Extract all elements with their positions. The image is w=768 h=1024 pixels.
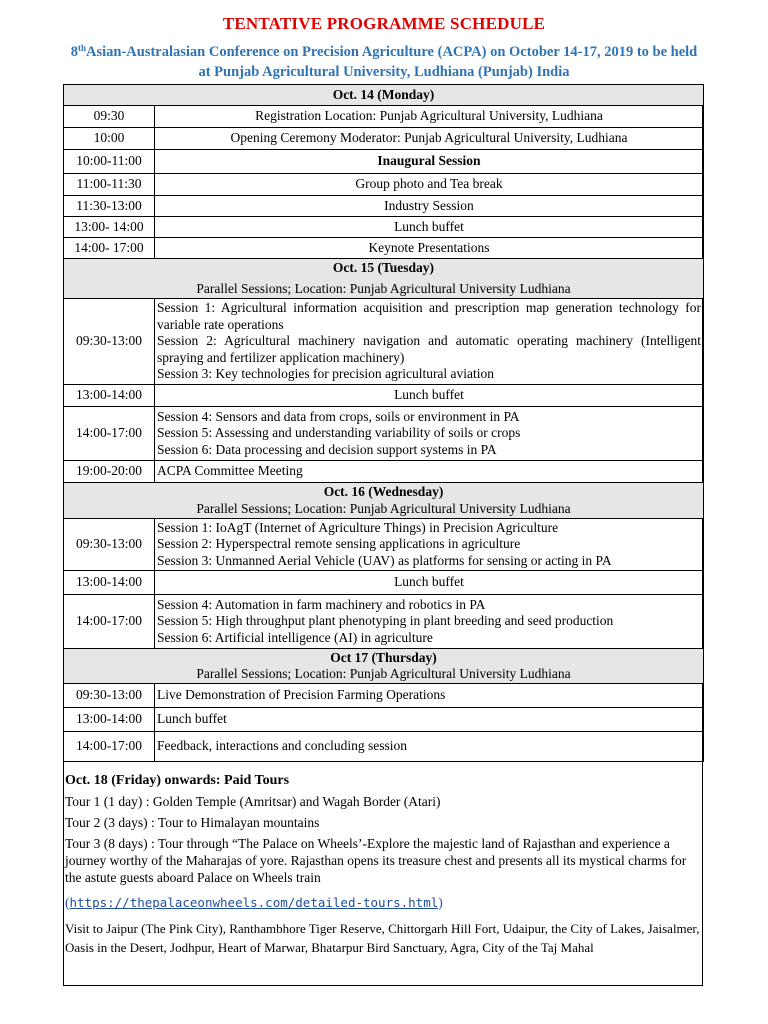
subtitle-superscript: th <box>77 43 86 53</box>
time-cell: 09:30-13:00 <box>64 684 155 708</box>
parallel-sessions-note: Parallel Sessions; Location: Punjab Agricultural University Ludhiana <box>196 666 571 681</box>
link-paren-open: ( <box>65 895 70 910</box>
event-cell: Registration Location: Punjab Agricultural University, Ludhiana <box>155 106 704 128</box>
subtitle-line-1: Asian-Australasian Conference on Precision Agriculture (ACPA) on October 14-17, 2019 to be held <box>86 44 698 60</box>
time-cell: 10:00-11:00 <box>64 150 155 174</box>
session-item: Session 5: Assessing and understanding variability of soils or crops <box>157 425 521 441</box>
table-row <box>64 217 704 238</box>
table-row <box>64 571 704 595</box>
table-row <box>64 150 704 174</box>
event-cell: Opening Ceremony Moderator: Punjab Agricultural University, Ludhiana <box>155 128 704 150</box>
day-heading-row <box>64 483 704 519</box>
tour-visit-description: Visit to Jaipur (The Pink City), Ranthambhore Tiger Reserve, Chittorgarh Hill Fort, Udaipur, the City of Lakes, Jaisalmer, Oasis in the Desert, Jodhpur, Heart of Marwar, Bhatarpur Bird Sanctuary, Agra, City of the Taj Mahal <box>65 921 700 955</box>
time-cell: 13:00-14:00 <box>64 708 155 732</box>
sessions-cell <box>155 519 704 571</box>
day-heading-row <box>64 85 704 106</box>
parallel-sessions-note: Parallel Sessions; Location: Punjab Agricultural University Ludhiana <box>196 500 571 516</box>
time-cell: 14:00-17:00 <box>64 595 155 649</box>
time-cell: 14:00-17:00 <box>64 732 155 762</box>
event-cell: Lunch buffet <box>155 385 704 407</box>
session-item: Session 1: IoAgT (Internet of Agriculture Things) in Precision Agriculture <box>157 519 559 535</box>
event-cell: Feedback, interactions and concluding session <box>155 732 704 762</box>
event-cell: Keynote Presentations <box>155 238 704 259</box>
time-cell: 14:00-17:00 <box>64 407 155 461</box>
table-row <box>64 708 704 732</box>
day-heading: Oct. 15 (Tuesday) <box>332 260 435 275</box>
table-row <box>64 385 704 407</box>
sessions-cell <box>155 595 704 649</box>
day-heading-cell <box>64 649 704 684</box>
tour-item: Tour 3 (8 days) : Tour through “The Palace on Wheels’-Explore the majestic land of Rajasthan and experience a journey worthy of the Maharajas of yore. Rajasthan opens its treasure chest and presents all its mystical charms for the astute guests aboard Palace on Wheels train <box>65 836 687 885</box>
table-row <box>64 128 704 150</box>
table-row <box>64 196 704 217</box>
sessions-cell <box>155 299 704 385</box>
time-cell: 13:00- 14:00 <box>64 217 155 238</box>
event-cell: Live Demonstration of Precision Farming Operations <box>155 684 704 708</box>
event-cell: Industry Session <box>155 196 704 217</box>
table-row <box>64 299 704 385</box>
time-cell: 19:00-20:00 <box>64 461 155 483</box>
table-row <box>64 174 704 196</box>
subtitle-line-2: at Punjab Agricultural University, Ludhiana (Punjab) India <box>198 64 570 80</box>
session-item: Session 3: Key technologies for precision agricultural aviation <box>157 366 495 382</box>
day-heading-row <box>64 649 704 684</box>
event-cell: ACPA Committee Meeting <box>155 461 704 483</box>
tours-heading: Oct. 18 (Friday) onwards: Paid Tours <box>65 773 290 788</box>
session-item: Session 4: Sensors and data from crops, soils or environment in PA <box>157 408 520 424</box>
session-item: Session 2: Agricultural machinery navigation and automatic operating machinery (Intelligent spraying and fertilizer application machinery) <box>157 333 701 365</box>
day-heading: Oct. 14 (Monday) <box>64 85 704 106</box>
event-cell: Lunch buffet <box>155 217 704 238</box>
time-cell: 10:00 <box>64 128 155 150</box>
table-row <box>64 407 704 461</box>
schedule-table <box>63 84 704 762</box>
session-item: Session 6: Data processing and decision support systems in PA <box>157 441 497 457</box>
time-cell: 13:00-14:00 <box>64 571 155 595</box>
table-row <box>64 519 704 571</box>
session-item: Session 5: High throughput plant phenotyping in plant breeding and seed production <box>157 613 614 629</box>
day-heading: Oct. 16 (Wednesday) <box>323 484 444 499</box>
table-row <box>64 461 704 483</box>
session-item: Session 2: Hyperspectral remote sensing applications in agriculture <box>157 536 521 552</box>
tours-section <box>65 772 701 957</box>
day-heading-cell <box>64 259 704 299</box>
parallel-sessions-note: Parallel Sessions; Location: Punjab Agricultural University Ludhiana <box>196 280 571 296</box>
event-cell: Lunch buffet <box>155 571 704 595</box>
page-title: TENTATIVE PROGRAMME SCHEDULE <box>222 14 546 33</box>
time-cell: 14:00- 17:00 <box>64 238 155 259</box>
subtitle-ordinal: 8 <box>70 44 78 60</box>
tour-item: Tour 1 (1 day) : Golden Temple (Amritsar) and Wagah Border (Atari) <box>65 794 441 809</box>
session-item: Session 1: Agricultural information acquisition and prescription map generation technology for variable rate operations <box>157 300 701 332</box>
day-heading-row <box>64 259 704 299</box>
tour-item: Tour 2 (3 days) : Tour to Himalayan mountains <box>65 815 320 830</box>
table-row <box>64 684 704 708</box>
session-item: Session 3: Unmanned Aerial Vehicle (UAV) as platforms for sensing or acting in PA <box>157 552 612 568</box>
sessions-cell <box>155 407 704 461</box>
session-item: Session 4: Automation in farm machinery and robotics in PA <box>157 596 486 612</box>
table-row <box>64 106 704 128</box>
time-cell: 09:30-13:00 <box>64 299 155 385</box>
table-row <box>64 238 704 259</box>
time-cell: 11:30-13:00 <box>64 196 155 217</box>
day-heading-cell <box>64 483 704 519</box>
link-paren-close: ) <box>438 895 443 910</box>
time-cell: 09:30 <box>64 106 155 128</box>
time-cell: 09:30-13:00 <box>64 519 155 571</box>
time-cell: 11:00-11:30 <box>64 174 155 196</box>
tour-link-line <box>65 894 701 911</box>
event-cell: Lunch buffet <box>155 708 704 732</box>
event-cell: Inaugural Session <box>155 150 704 174</box>
table-row <box>64 732 704 762</box>
time-cell: 13:00-14:00 <box>64 385 155 407</box>
palace-on-wheels-link[interactable]: https://thepalaceonwheels.com/detailed-tours.html <box>69 895 439 910</box>
conference-subtitle <box>40 42 728 82</box>
day-heading: Oct 17 (Thursday) <box>330 649 437 665</box>
table-row <box>64 595 704 649</box>
event-cell: Group photo and Tea break <box>155 174 704 196</box>
session-item: Session 6: Artificial intelligence (AI) in agriculture <box>157 629 433 645</box>
